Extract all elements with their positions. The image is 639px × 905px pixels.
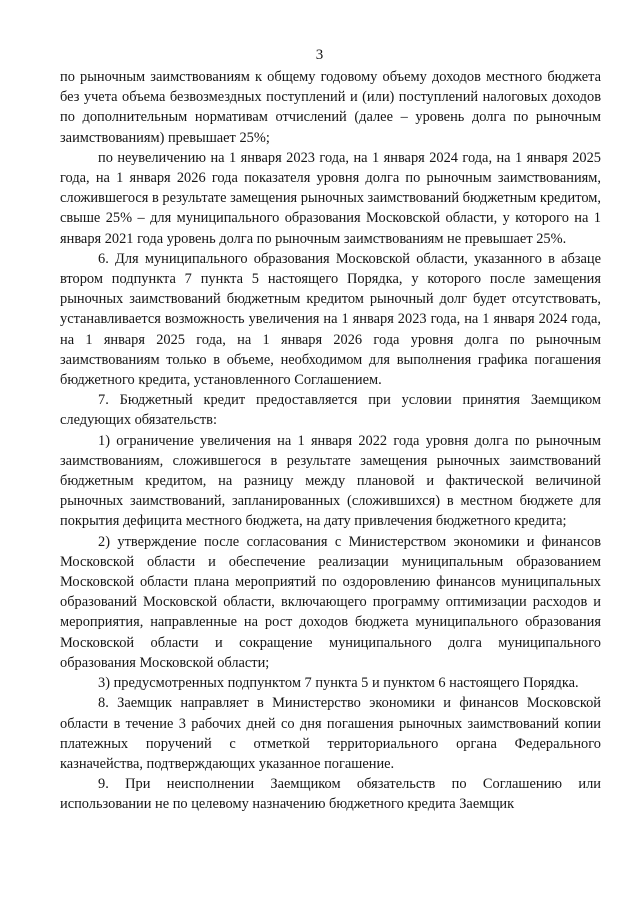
- paragraph-9: 9. При неисполнении Заемщиком обязательств по Соглашению или использовании не по целевому назначению бюджетного кредита Заемщик: [60, 776, 601, 813]
- subparagraph-7-3: 3) предусмотренных подпунктом 7 пункта 5 и пунктом 6 настоящего Порядка.: [98, 675, 579, 692]
- paragraph-8: 8. Заемщик направляет в Министерство экономики и финансов Московской области в течение 3 рабочих дней со дня погашения рыночных заимствований копии платежных поручений с отметкой территориального органа Федерального казначейства, подтверждающих указанное погашение.: [60, 695, 601, 772]
- subparagraph-7-2: 2) утверждение после согласования с Министерством экономики и финансов Московской области и обеспечение реализации муниципальным образованием Московской области плана мероприятий по оздоровлению финансов муниципальных образований Московской области, включающего программу оптимизации расходов и мероприятия, направленные на рост доходов бюджета муниципального образования Московской области и сокращение муниципального долга муниципального образования Московской области;: [60, 533, 601, 671]
- paragraph-debt-limit: по неувеличению на 1 января 2023 года, на 1 января 2024 года, на 1 января 2025 года, на 1 января 2026 года показателя уровня долга по рыночным заимствованиям, сложившегося в результате замещения рыночных заимствований бюджетным кредитом, свыше 25% – для муниципального образования Московской области, у которого на 1 января 2021 года уровень долга по рыночным заимствованиям не превышает 25%.: [60, 149, 601, 247]
- paragraph-6: 6. Для муниципального образования Московской области, указанного в абзаце втором подпункта 7 пункта 5 настоящего Порядка, у которого после замещения рыночных заимствований бюджетным кредитом рыночный долг будет отсутствовать, устанавливается возможность увеличения на 1 января 2023 года, на 1 января 2024 года, на 1 января 2025 года, на 1 января 2026 года уровня долга по рыночным заимствованиям только в объеме, необходимом для выполнения графика погашения бюджетного кредита, установленного Соглашением.: [60, 250, 601, 389]
- paragraph-7: 7. Бюджетный кредит предоставляется при условии принятия Заемщиком следующих обязательств:: [60, 392, 601, 429]
- subparagraph-7-1: 1) ограничение увеличения на 1 января 2022 года уровня долга по рыночным заимствованиям, сложившегося в результате замещения рыночных заимствований бюджетным кредитом, на разницу между плановой и фактической величиной рыночных заимствований, запланированных (сложившихся) в местном бюджете для покрытия дефицита местного бюджета, на дату привлечения бюджетного кредита;: [60, 432, 601, 530]
- page-number: 3: [315, 47, 324, 63]
- paragraph-continuation: по рыночным заимствованиям к общему годовому объему доходов местного бюджета без учета объема безвозмездных поступлений и (или) поступлений налоговых доходов по дополнительным нормативам отчислений (далее – уровень долга по рыночным заимствованиям) превышает 25%;: [60, 69, 601, 146]
- document-body: [60, 67, 601, 815]
